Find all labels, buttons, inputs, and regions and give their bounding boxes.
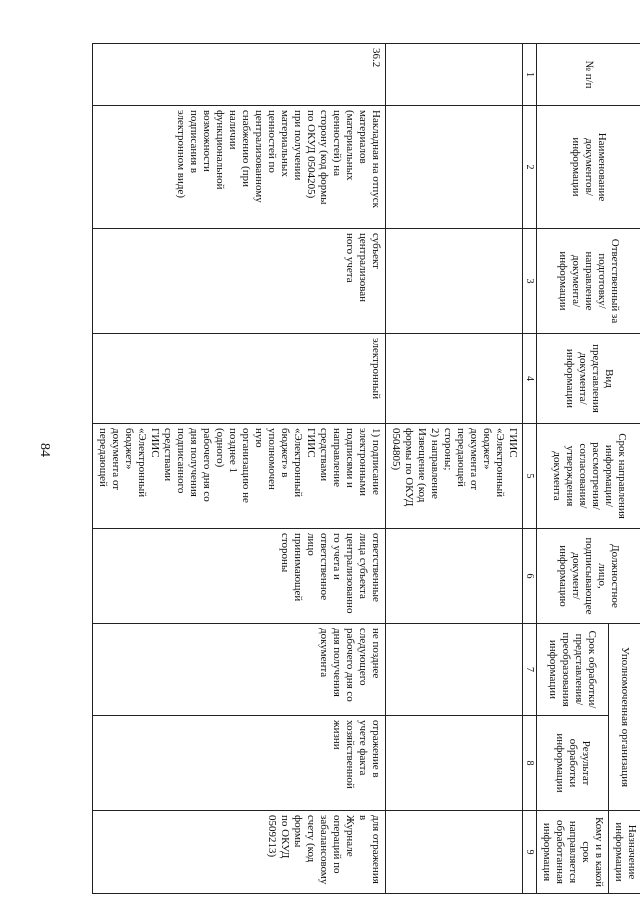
cell-deadline: 1) подписание электронными подписями и направление средствами ГИИС «Электронный бюджет» в уполномочен ную организацию не позднее 1 (одного) рабочего дня со дня получения подписанного средствами ГИИС «Электронный бюджет» документа от передающей [93,424,386,529]
cell-presentation-type: электронный [93,334,386,424]
column-number: 9 [523,811,537,894]
column-number: 5 [523,424,537,529]
cell-processing-deadline [386,624,523,716]
cell-number [386,44,523,106]
cell-processing-result: отражение в учете факта хозяйственной жизни [93,716,386,811]
cell-doc-name [386,106,523,229]
cell-number: 36.2 [93,44,386,106]
column-number: 4 [523,334,537,424]
rotated-table-sheet [95,43,640,893]
cell-responsible: субъект централизован ного учета [93,229,386,334]
column-number: 2 [523,106,537,229]
cell-doc-name: Накладная на отпуск материалов (материальных ценностей) на сторону (код формы по ОКУД 0504205) при получении материальных ценностей по централизованному снабжению (при наличии функциональной возможности подписания в электронном виде) [93,106,386,229]
header-deadline: Срок направления информации/ рассмотрения/ согласования/ утверждения документа [537,424,640,529]
header-processing-result: Результат обработки информации [537,716,609,811]
column-number: 3 [523,229,537,334]
table-row [93,44,386,894]
cell-responsible [386,229,523,334]
header-doc-name: Наименование документов/ информации [537,106,640,229]
header-group-authorized-org: Уполномоченная организация [609,624,640,811]
cell-recipient: для отражения в Журнале операций по забалансовому счету (код формы по ОКУД 0509213) [93,811,386,894]
header-number: № п/п [537,44,640,106]
workflow-table [92,43,640,894]
cell-deadline: ГИИС «Электронный бюджет» документа от передающей стороны; 2) направление Извещение (код формы по ОКУД 0504805) [386,424,523,529]
header-signing-official: Должностное лицо, подписывающее документ/ информацию [537,529,640,624]
cell-signing-official: ответственные лица субъекта централизованно го учета и ответственное лицо принимающей стороны [93,529,386,624]
column-number: 7 [523,624,537,716]
header-processing-deadline: Срок обработки/ представления/ преобразования информации [537,624,609,716]
cell-signing-official [386,529,523,624]
page-number: 84 [37,443,52,457]
header-group-purpose: Назначение информации [609,811,640,894]
header-presentation-type: Вид представления документа/ информации [537,334,640,424]
column-number: 1 [523,44,537,106]
cell-recipient [386,811,523,894]
cell-presentation-type [386,334,523,424]
column-number: 6 [523,529,537,624]
table-row [386,44,523,894]
header-recipient: Кому и в какой срок направляется обработанная информация [537,811,609,894]
cell-processing-deadline: не позднее следующего рабочего дня со дня получения документа [93,624,386,716]
cell-processing-result [386,716,523,811]
column-number: 8 [523,716,537,811]
header-responsible: Ответственный за подготовку/ направление документа/ информации [537,229,640,334]
